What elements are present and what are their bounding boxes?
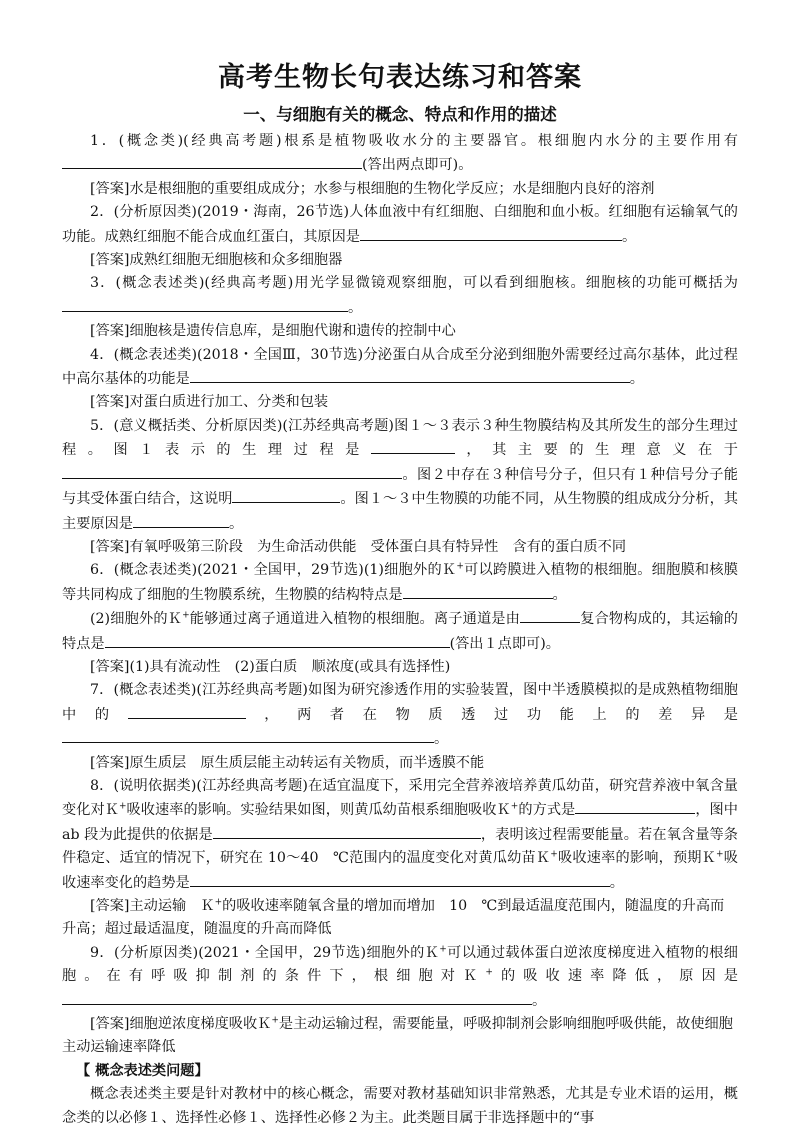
answer-3: [答案]细胞核是遗传信息库，是细胞代谢和遗传的控制中心 — [90, 323, 456, 340]
question-1: 1．(概念类)(经典高考题)根系是植物吸收水分的主要器官。根细胞内水分的主要作用有(答出两点即可)。 — [62, 130, 738, 178]
answer-1: [答案]水是根细胞的重要组成成分；水参与根细胞的生物化学反应；水是细胞内良好的溶剂 — [90, 180, 655, 197]
answer-blank[interactable] — [62, 153, 362, 169]
question-7: 7．(概念表述类)(江苏经典高考题)如图为研究渗透作用的实验装置，图中半透膜模拟的是成熟植物细胞中的 ，两者在物质透过功能上的差异是。 — [62, 682, 738, 748]
question-4: 4．(概念表述类)(2018・全国Ⅲ，30节选)分泌蛋白从合成至分泌到细胞外需要经过高尔基体，此过程中高尔基体的功能是 。 — [62, 346, 738, 388]
question-3: 3．(概念表述类)(经典高考题)用光学显微镜观察细胞，可以看到细胞核。细胞核的功能可概括为。 — [62, 272, 738, 320]
section-heading-1: 一、与细胞有关的概念、特点和作用的描述 — [243, 105, 557, 124]
answer-blank[interactable] — [190, 871, 610, 887]
answer-blank[interactable] — [128, 703, 246, 719]
answer-blank[interactable] — [105, 632, 450, 648]
answer-blank[interactable] — [213, 823, 481, 839]
answer-blank[interactable] — [62, 727, 434, 743]
answer-8: [答案]主动运输 Ｋ+的吸收速率随氧含量的增加而增加 10 ℃到最适温度范围内，随温度的升高而升高；超过最适温度，随温度的升高而降低 — [62, 897, 725, 938]
answer-blank[interactable] — [403, 583, 553, 599]
answer-6: [答案](1)具有流动性 (2)蛋白质 顺浓度(或具有选择性) — [90, 658, 451, 675]
question-8: 8．(说明依据类)(江苏经典高考题)在适宜温度下，采用完全营养液培养黄瓜幼苗，研究营养液中氧含量变化对Ｋ+吸收速率的影响。实验结果如图，则黄瓜幼苗根系细胞吸收Ｋ+的方式是 ，图中 ab 段为此提供的依据是 ，表明该过程需要能量。若在氧含量等条件稳定、适宜的情况下，研究在 10～40 ℃范围内的温度变化对黄瓜幼苗Ｋ+吸收速率的影响，预期Ｋ+吸收速率变化的趋势是 。 — [62, 777, 738, 891]
question-6-part-2: (2)细胞外的Ｋ+能够通过离子通道进入植物的根细胞。离子通道是由 复合物构成的，其运输的特点是 (答出１点即可)。 — [62, 607, 738, 656]
question-5: 5．(意义概括类、分析原因类)(江苏经典高考题)图１～３表示３种生物膜结构及其所发生的部分生理过程。图１表示的生理过程是 ，其主要的生理意义在于。图２中存在３种信号分子，但只有１种信号分子能与其受体蛋白结合，这说明 。图１～３中生物膜的功能不同，从生物膜的组成成分分析，其主要原因是 。 — [62, 417, 738, 532]
answer-blank[interactable] — [190, 367, 630, 383]
answer-5: [答案]有氧呼吸第三阶段 为生命活动供能 受体蛋白具有特异性 含有的蛋白质不同 — [90, 538, 627, 555]
question-2: 2．(分析原因类)(2019・海南，26节选)人体血液中有红细胞、白细胞和血小板。红细胞有运输氧气的功能。成熟红细胞不能合成血红蛋白，其原因是 。 — [62, 204, 738, 245]
section-heading-2: 【 概念表述类问题】 — [76, 1062, 209, 1079]
body-paragraph: 概念表述类主要是针对教材中的核心概念，需要对教材基础知识非常熟悉，尤其是专业术语的运用，概念类的以必修１、选择性必修１、选择性必修２为主。此类题目属于非选择题中的“事 — [62, 1086, 738, 1126]
page-title: 高考生物长句表达练习和答案 — [218, 62, 582, 93]
answer-blank[interactable] — [62, 296, 348, 312]
answer-blank[interactable] — [575, 798, 695, 814]
question-9: 9．(分析原因类)(2021・全国甲，29节选)细胞外的Ｋ+可以通过载体蛋白逆浓度梯度进入植物的根细胞。在有呼吸抑制剂的条件下，根细胞对Ｋ+的吸收速率降低，原因是。 — [62, 944, 738, 1009]
answer-2: [答案]成熟红细胞无细胞核和众多细胞器 — [90, 252, 343, 269]
answer-blank[interactable] — [133, 512, 229, 528]
answer-9: [答案]细胞逆浓度梯度吸收Ｋ+是主动运输过程，需要能量，呼吸抑制剂会影响细胞呼吸供能，故使细胞主动运输速率降低 — [62, 1015, 733, 1056]
answer-blank[interactable] — [62, 989, 532, 1005]
answer-blank[interactable] — [520, 607, 580, 623]
answer-blank[interactable] — [232, 487, 340, 503]
answer-blank[interactable] — [371, 438, 455, 454]
answer-blank[interactable] — [62, 463, 402, 479]
answer-4: [答案]对蛋白质进行加工、分类和包装 — [90, 394, 329, 411]
document-page — [62, 58, 738, 1130]
answer-7: [答案]原生质层 原生质层能主动转运有关物质，而半透膜不能 — [90, 754, 485, 771]
answer-blank[interactable] — [360, 225, 622, 241]
question-6-part-1: 6．(概念表述类)(2021・全国甲，29节选)(1)细胞外的Ｋ+可以跨膜进入植物的根细胞。细胞膜和核膜等共同构成了细胞的生物膜系统，生物膜的结构特点是 。 — [62, 561, 738, 603]
